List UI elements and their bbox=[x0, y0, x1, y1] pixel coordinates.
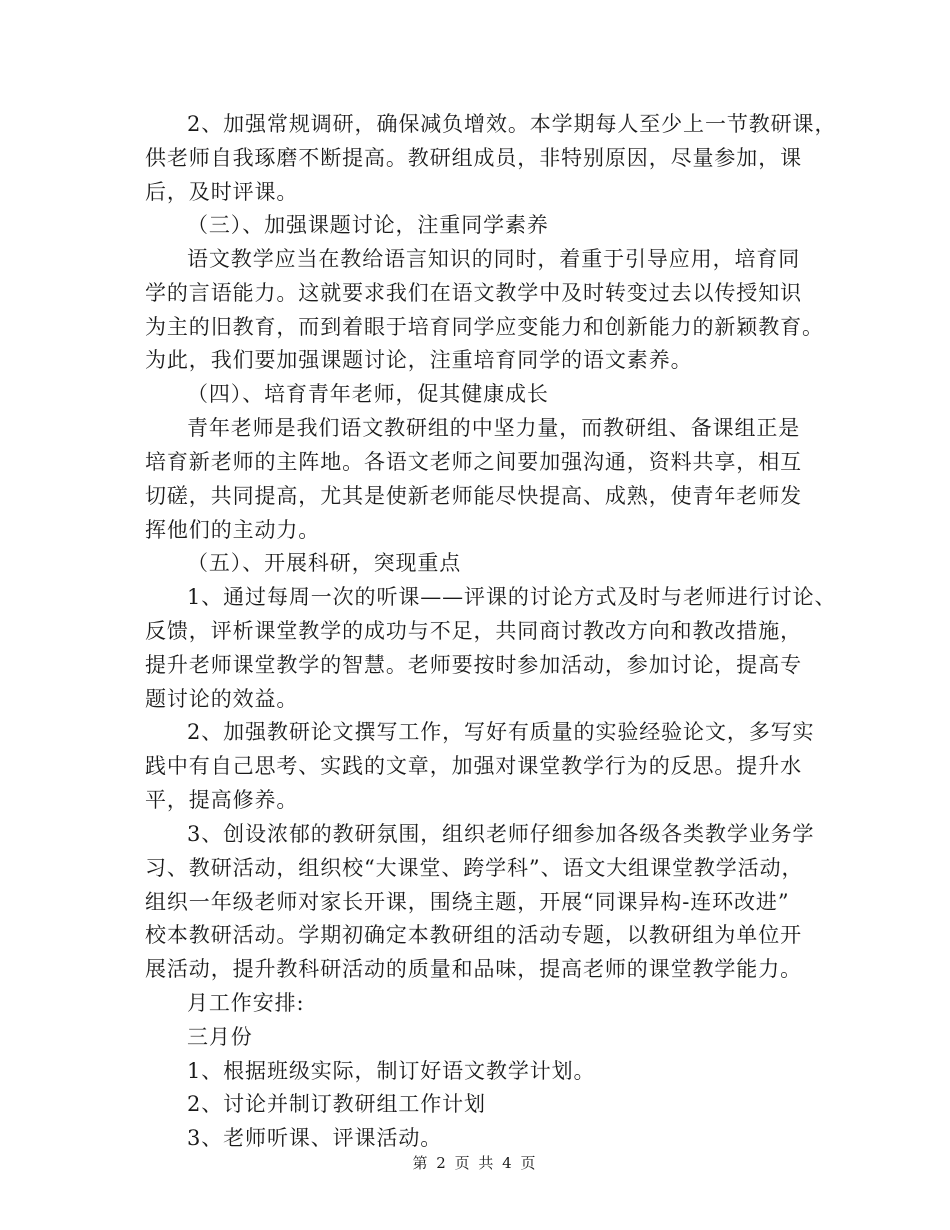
paragraph-line: 为此，我们要加强课题讨论，注重培育同学的语文素养。 bbox=[145, 348, 693, 372]
schedule-item: 2、讨论并制订教研组工作计划 bbox=[187, 1092, 486, 1116]
paragraph-line: 挥他们的主动力。 bbox=[145, 518, 321, 542]
schedule-item: 1、根据班级实际，制订好语文教学计划。 bbox=[187, 1059, 596, 1083]
paragraph-line: 1、通过每周一次的听课——评课的讨论方式及时与老师进行讨论、 bbox=[187, 585, 837, 609]
section-heading: （五）、开展科研，突现重点 bbox=[187, 551, 462, 575]
paragraph-line: 为主的旧教育，而到着眼于培育同学应变能力和创新能力的新颖教育。 bbox=[145, 315, 824, 339]
paragraph-line: 践中有自己思考、实践的文章，加强对课堂教学行为的反思。提升水 bbox=[145, 754, 802, 778]
paragraph-line: 组织一年级老师对家长开课，围绕主题，开展“同课异构-连环改进” bbox=[145, 890, 790, 914]
paragraph-line: 后，及时评课。 bbox=[145, 180, 299, 204]
paragraph-line: 校本教研活动。学期初确定本教研组的活动专题，以教研组为单位开 bbox=[145, 923, 802, 947]
page-footer: 第 2 页 共 4 页 bbox=[412, 1154, 538, 1172]
month-heading: 三月份 bbox=[187, 1025, 253, 1049]
paragraph-line: 反馈，评析课堂教学的成功与不足，共同商讨教改方向和教改措施， bbox=[145, 619, 802, 643]
section-heading: （四）、培育青年老师，促其健康成长 bbox=[187, 382, 549, 406]
paragraph-line: 供老师自我琢磨不断提高。教研组成员，非特别原因，尽量参加，课 bbox=[145, 146, 802, 170]
paragraph-line: 提升老师课堂教学的智慧。老师要按时参加活动，参加讨论，提高专 bbox=[145, 653, 802, 677]
paragraph-line: 2、加强常规调研，确保减负增效。本学期每人至少上一节教研课， bbox=[187, 112, 837, 136]
paragraph-line: 切磋，共同提高，尤其是使新老师能尽快提高、成熟，使青年老师发 bbox=[145, 484, 802, 508]
paragraph-line: 3、创设浓郁的教研氛围，组织老师仔细参加各级各类教学业务学 bbox=[187, 822, 815, 846]
paragraph-line: 平，提高修养。 bbox=[145, 788, 299, 812]
schedule-item: 3、老师听课、评课活动。 bbox=[187, 1126, 443, 1150]
paragraph-line: 学的言语能力。这就要求我们在语文教学中及时转变过去以传授知识 bbox=[145, 281, 802, 305]
paragraph-line: 题讨论的效益。 bbox=[145, 687, 299, 711]
paragraph-line: 培育新老师的主阵地。各语文老师之间要加强沟通，资料共享，相互 bbox=[145, 450, 802, 474]
paragraph-line: 习、教研活动，组织校“大课堂、跨学科”、语文大组课堂教学活动， bbox=[145, 856, 804, 880]
paragraph-line: 2、加强教研论文撰写工作，写好有质量的实验经验论文，多写实 bbox=[187, 720, 815, 744]
paragraph-line: 青年老师是我们语文教研组的中坚力量，而教研组、备课组正是 bbox=[187, 416, 801, 440]
paragraph-line: 语文教学应当在教给语言知识的同时，着重于引导应用，培育同 bbox=[187, 247, 801, 271]
paragraph-line: 展活动，提升教科研活动的质量和品味，提高老师的课堂教学能力。 bbox=[145, 957, 802, 981]
schedule-heading: 月工作安排: bbox=[187, 991, 305, 1015]
section-heading: （三）、加强课题讨论，注重同学素养 bbox=[187, 213, 549, 237]
